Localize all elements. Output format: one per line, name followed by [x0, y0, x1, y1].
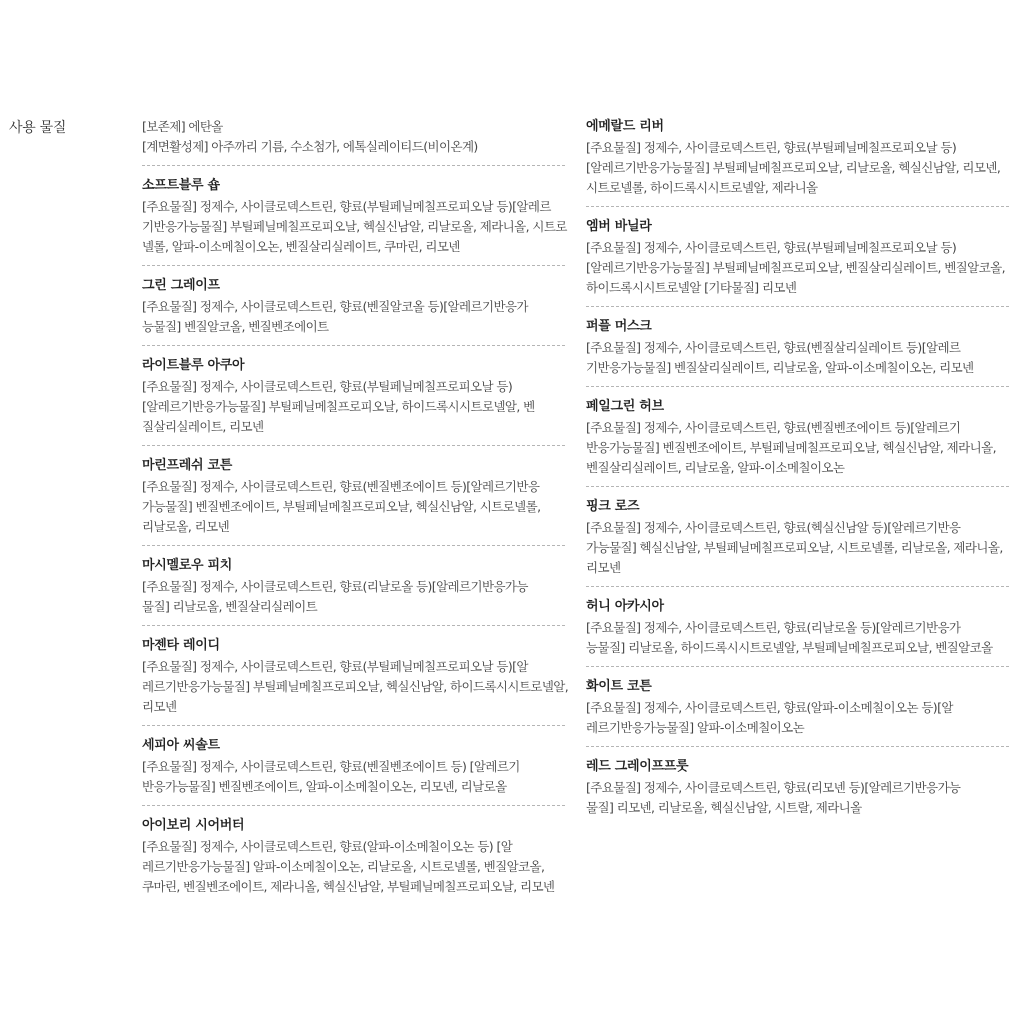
- product-block: [586, 397, 1009, 487]
- ingredient-line: [주요물질] 정제수, 사이클로덱스트린, 향료(리모넨 등)[알레르기반응가능: [586, 780, 961, 795]
- product-block: [586, 317, 1009, 387]
- right-column: [586, 117, 1009, 836]
- ingredient-line: 벤질살리실레이트, 리날로올, 알파-이소메칠이오논: [586, 460, 845, 475]
- product-block: [142, 556, 565, 626]
- ingredient-line: 레르기반응가능물질] 부틸페닐메칠프로피오날, 헥실신남알, 하이드록시시트로넬알,: [142, 679, 569, 694]
- product-name: 화이트 코튼: [586, 679, 652, 694]
- ingredient-line: [주요물질] 정제수, 사이클로덱스트린, 향료(리날로올 등)[알레르기반응가능: [142, 579, 528, 594]
- ingredient-line: 물질] 리모넨, 리날로올, 헥실신남알, 시트랄, 제라니올: [586, 800, 862, 815]
- ingredient-line: [주요물질] 정제수, 사이클로덱스트린, 향료(부틸페닐메칠프로피오날 등)[알: [142, 659, 528, 674]
- ingredient-line: 가능물질] 헥실신남알, 부틸페닐메칠프로피오날, 시트로넬롤, 리날로올, 제라니올,: [586, 540, 1003, 555]
- ingredient-line: 하이드록시시트로넬알 [기타물질] 리모넨: [586, 280, 797, 295]
- ingredient-line: [주요물질] 정제수, 사이클로덱스트린, 향료(벤질살리실레이트 등)[알레르: [586, 340, 961, 355]
- product-name: 퍼플 머스크: [586, 319, 652, 334]
- ingredient-line: 리모넨: [142, 699, 177, 714]
- ingredient-line: [주요물질] 정제수, 사이클로덱스트린, 향료(벤질벤조에이트 등)[알레르기: [586, 420, 961, 435]
- ingredient-line: 리모넨: [586, 560, 621, 575]
- ingredient-line: 기반응가능물질] 벤질살리실레이트, 리날로올, 알파-이소메칠이오논, 리모넨: [586, 360, 974, 375]
- product-block: [586, 597, 1009, 667]
- intro-block: [142, 117, 565, 166]
- ingredient-line: [주요물질] 정제수, 사이클로덱스트린, 향료(헥실신남알 등)[알레르기반응: [586, 520, 961, 535]
- product-name: 세피아 씨솔트: [142, 738, 220, 753]
- product-block: [142, 456, 565, 546]
- left-column: [142, 117, 569, 915]
- product-block: [586, 217, 1009, 307]
- ingredient-line: 레르기반응가능물질] 알파-이소메칠이오논: [586, 720, 805, 735]
- product-name: 마젠타 레이디: [142, 638, 220, 653]
- section-label: 사용 물질: [9, 120, 67, 136]
- product-name: 에메랄드 리버: [586, 119, 664, 134]
- ingredient-line: 리날로올, 리모넨: [142, 519, 230, 534]
- intro-line: [계면활성제] 아주까리 기름, 수소첨가, 에톡실레이티드(비이온계): [142, 139, 478, 154]
- product-block: [142, 736, 565, 806]
- product-name: 마린프레쉬 코튼: [142, 458, 233, 473]
- product-block: [586, 117, 1009, 207]
- ingredient-line: [주요물질] 정제수, 사이클로덱스트린, 향료(부틸페닐메칠프로피오날 등)[알레르: [142, 199, 551, 214]
- product-name: 마시멜로우 피치: [142, 558, 233, 573]
- ingredient-line: 반응가능물질] 벤질벤조에이트, 부틸페닐메칠프로피오날, 헥실신남알, 제라니올,: [586, 440, 996, 455]
- ingredient-line: [주요물질] 정제수, 사이클로덱스트린, 향료(벤질벤조에이트 등)[알레르기반응: [142, 479, 540, 494]
- ingredient-line: [주요물질] 정제수, 사이클로덱스트린, 향료(부틸페닐메칠프로피오날 등): [142, 379, 513, 394]
- ingredient-line: [주요물질] 정제수, 사이클로덱스트린, 향료(벤질알코올 등)[알레르기반응가: [142, 299, 528, 314]
- product-name: 아이보리 시어버터: [142, 818, 245, 833]
- product-name: 소프트블루 숍: [142, 178, 220, 193]
- ingredient-line: [주요물질] 정제수, 사이클로덱스트린, 향료(알파-이소메칠이오논 등)[알: [586, 700, 953, 715]
- product-block: [142, 276, 565, 346]
- ingredient-line: [알레르기반응가능물질] 부틸페닐메칠프로피오날, 벤질살리실레이트, 벤질알코올,: [586, 260, 1005, 275]
- ingredient-line: [알레르기반응가능물질] 부틸페닐메칠프로피오날, 하이드록시시트로넬알, 벤: [142, 399, 535, 414]
- product-block: [142, 176, 565, 266]
- ingredient-line: [주요물질] 정제수, 사이클로덱스트린, 향료(부틸페닐메칠프로피오날 등): [586, 240, 957, 255]
- product-block: [142, 636, 569, 726]
- product-name: 라이트블루 아쿠아: [142, 358, 245, 373]
- ingredient-line: 쿠마린, 벤질벤조에이트, 제라니올, 헥실신남알, 부틸페닐메칠프로피오날, 리모넨: [142, 879, 555, 894]
- product-name: 엠버 바닐라: [586, 219, 652, 234]
- ingredient-line: 질살리실레이트, 리모넨: [142, 419, 264, 434]
- product-block: [142, 356, 565, 446]
- product-name: 그린 그레이프: [142, 278, 220, 293]
- ingredient-line: [주요물질] 정제수, 사이클로덱스트린, 향료(알파-이소메칠이오논 등) [알: [142, 839, 513, 854]
- product-name: 허니 아카시아: [586, 599, 664, 614]
- ingredient-line: 레르기반응가능물질] 알파-이소메칠이오논, 리날로올, 시트로넬롤, 벤질알코올,: [142, 859, 545, 874]
- ingredient-line: 능물질] 리날로올, 하이드록시시트로넬알, 부틸페닐메칠프로피오날, 벤질알코올: [586, 640, 993, 655]
- ingredient-line: 물질] 리날로올, 벤질살리실레이트: [142, 599, 318, 614]
- product-block: [142, 816, 565, 905]
- ingredient-line: 시트로넬롤, 하이드록시시트로넬알, 제라니올: [586, 180, 818, 195]
- ingredient-line: [알레르기반응가능물질] 부틸페닐메칠프로피오날, 리날로올, 헥실신남알, 리모넨,: [586, 160, 1001, 175]
- product-name: 핑크 로즈: [586, 499, 640, 514]
- ingredient-line: 능물질] 벤질알코올, 벤질벤조에이트: [142, 319, 329, 334]
- product-block: [586, 757, 1009, 826]
- product-block: [586, 677, 1009, 747]
- product-block: [586, 497, 1009, 587]
- ingredient-line: 기반응가능물질] 부틸페닐메칠프로피오날, 헥실신남알, 리날로올, 제라니올, 시트로: [142, 219, 567, 234]
- ingredient-line: 반응가능물질] 벤질벤조에이트, 알파-이소메칠이오논, 리모넨, 리날로올: [142, 779, 507, 794]
- ingredient-line: [주요물질] 정제수, 사이클로덱스트린, 향료(부틸페닐메칠프로피오날 등): [586, 140, 957, 155]
- ingredient-line: [주요물질] 정제수, 사이클로덱스트린, 향료(벤질벤조에이트 등) [알레르기: [142, 759, 520, 774]
- ingredient-line: [주요물질] 정제수, 사이클로덱스트린, 향료(리날로올 등)[알레르기반응가: [586, 620, 961, 635]
- product-name: 레드 그레이프프룻: [586, 759, 689, 774]
- ingredient-line: 가능물질] 벤질벤조에이트, 부틸페닐메칠프로피오날, 헥실신남알, 시트로넬롤,: [142, 499, 541, 514]
- ingredient-line: 넬롤, 알파-이소메칠이오논, 벤질살리실레이트, 쿠마린, 리모넨: [142, 239, 460, 254]
- intro-line: [보존제] 에탄올: [142, 119, 223, 134]
- product-name: 페일그린 허브: [586, 399, 664, 414]
